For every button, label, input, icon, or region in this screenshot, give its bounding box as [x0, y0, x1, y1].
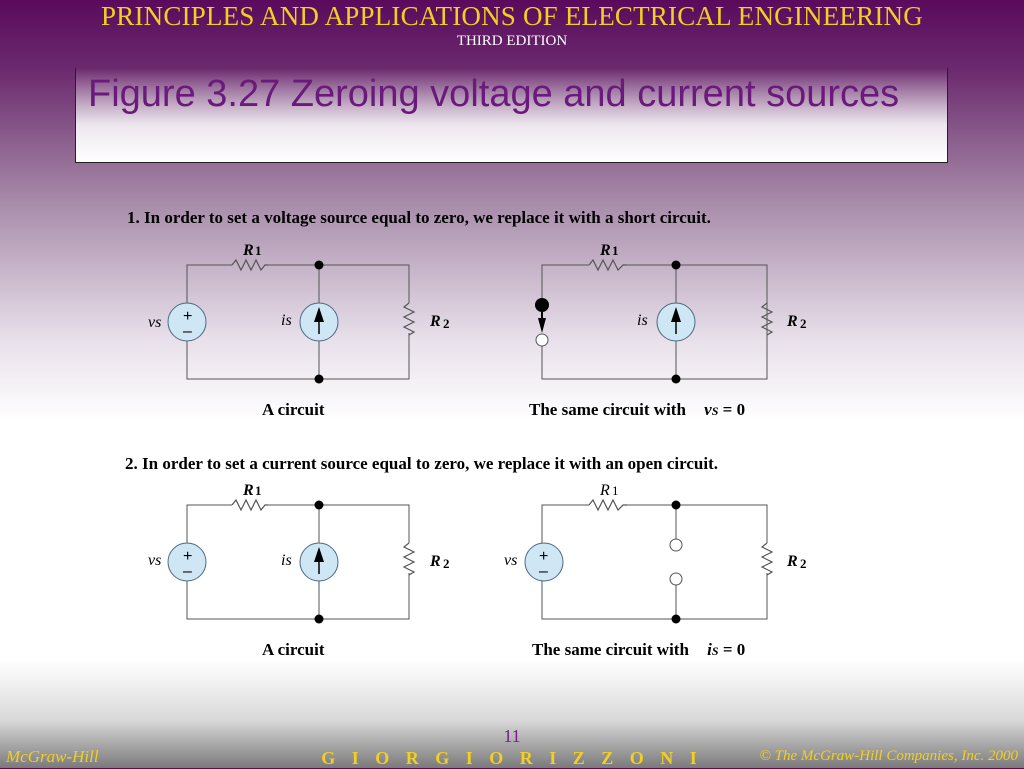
resistor-r2 — [404, 543, 414, 575]
label-is: is — [281, 552, 292, 569]
caption-var: v — [704, 400, 712, 419]
label-vs: vs — [148, 552, 162, 569]
short-node-top — [535, 298, 549, 312]
caption-prefix: The same circuit with — [529, 400, 686, 419]
resistor-r2 — [404, 303, 414, 335]
circuit-bottom-right — [504, 482, 807, 624]
label-vs: vs — [504, 552, 518, 569]
label-r2-sub: 2 — [800, 316, 807, 331]
publisher-name: McGraw-Hill — [6, 747, 99, 766]
resistor-r1 — [589, 260, 627, 270]
label-is: is — [281, 312, 292, 329]
caption-sub: S — [711, 644, 719, 658]
resistor-r1 — [232, 500, 268, 510]
label-r: R — [430, 553, 441, 570]
edition-label: THIRD EDITION — [456, 33, 568, 49]
slide-title: Figure 3.27 Zeroing voltage and current sources — [88, 73, 900, 115]
book-title: PRINCIPLES AND APPLICATIONS OF ELECTRICAL ENGINEERING — [101, 1, 923, 31]
circuit-top-left — [148, 242, 450, 384]
label-r2-sub: 2 — [443, 556, 450, 571]
caption-eq: = 0 — [718, 400, 746, 419]
label-r: R — [243, 242, 254, 259]
label-r: R — [243, 482, 254, 499]
caption-vs-zero — [529, 400, 745, 420]
label-r1-sub: 1 — [612, 243, 619, 258]
caption-eq: = 0 — [718, 640, 746, 659]
open-node-bottom — [670, 573, 682, 585]
label-r: R — [600, 242, 611, 259]
label-r1-sub: 1 — [612, 483, 619, 498]
label-r1-sub: 1 — [255, 243, 262, 258]
plus-sign: + — [539, 548, 549, 565]
copyright-notice: © The McGraw-Hill Companies, Inc. 2000 — [759, 748, 1018, 764]
short-node-bottom — [536, 334, 548, 346]
minus-sign: – — [539, 563, 548, 580]
minus-sign: – — [183, 323, 192, 340]
resistor-r2 — [762, 543, 772, 575]
label-is: is — [637, 312, 648, 329]
label-r: R — [787, 313, 798, 330]
label-r1-sub: 1 — [255, 483, 262, 498]
author-name: G I O R G I O R I Z Z O N I — [321, 748, 703, 768]
open-node-top — [670, 539, 682, 551]
caption-var: i — [707, 640, 712, 659]
point-1-text: 1. In order to set a voltage source equal to zero, we replace it with a short circuit. — [127, 208, 711, 227]
label-r: R — [430, 313, 441, 330]
caption-prefix: The same circuit with — [532, 640, 689, 659]
label-r2-sub: 2 — [443, 316, 450, 331]
caption-a-circuit-bottom: A circuit — [262, 640, 325, 659]
resistor-r1 — [589, 500, 627, 510]
minus-sign: – — [183, 563, 192, 580]
label-r: R — [787, 553, 798, 570]
plus-sign: + — [183, 308, 193, 325]
caption-is-zero — [532, 640, 745, 660]
label-vs: vs — [148, 314, 162, 331]
point-2-text: 2. In order to set a current source equal to zero, we replace it with an open circuit. — [125, 454, 719, 473]
page-number: 11 — [503, 726, 521, 746]
arrow-down-icon — [538, 318, 546, 333]
label-r2-sub: 2 — [800, 556, 807, 571]
plus-sign: + — [183, 548, 193, 565]
resistor-r1 — [232, 260, 268, 270]
label-r: R — [600, 482, 610, 499]
circuit-bottom-left — [148, 482, 450, 624]
caption-sub: S — [711, 404, 719, 418]
caption-a-circuit-top: A circuit — [262, 400, 325, 419]
circuit-top-right — [535, 242, 807, 384]
